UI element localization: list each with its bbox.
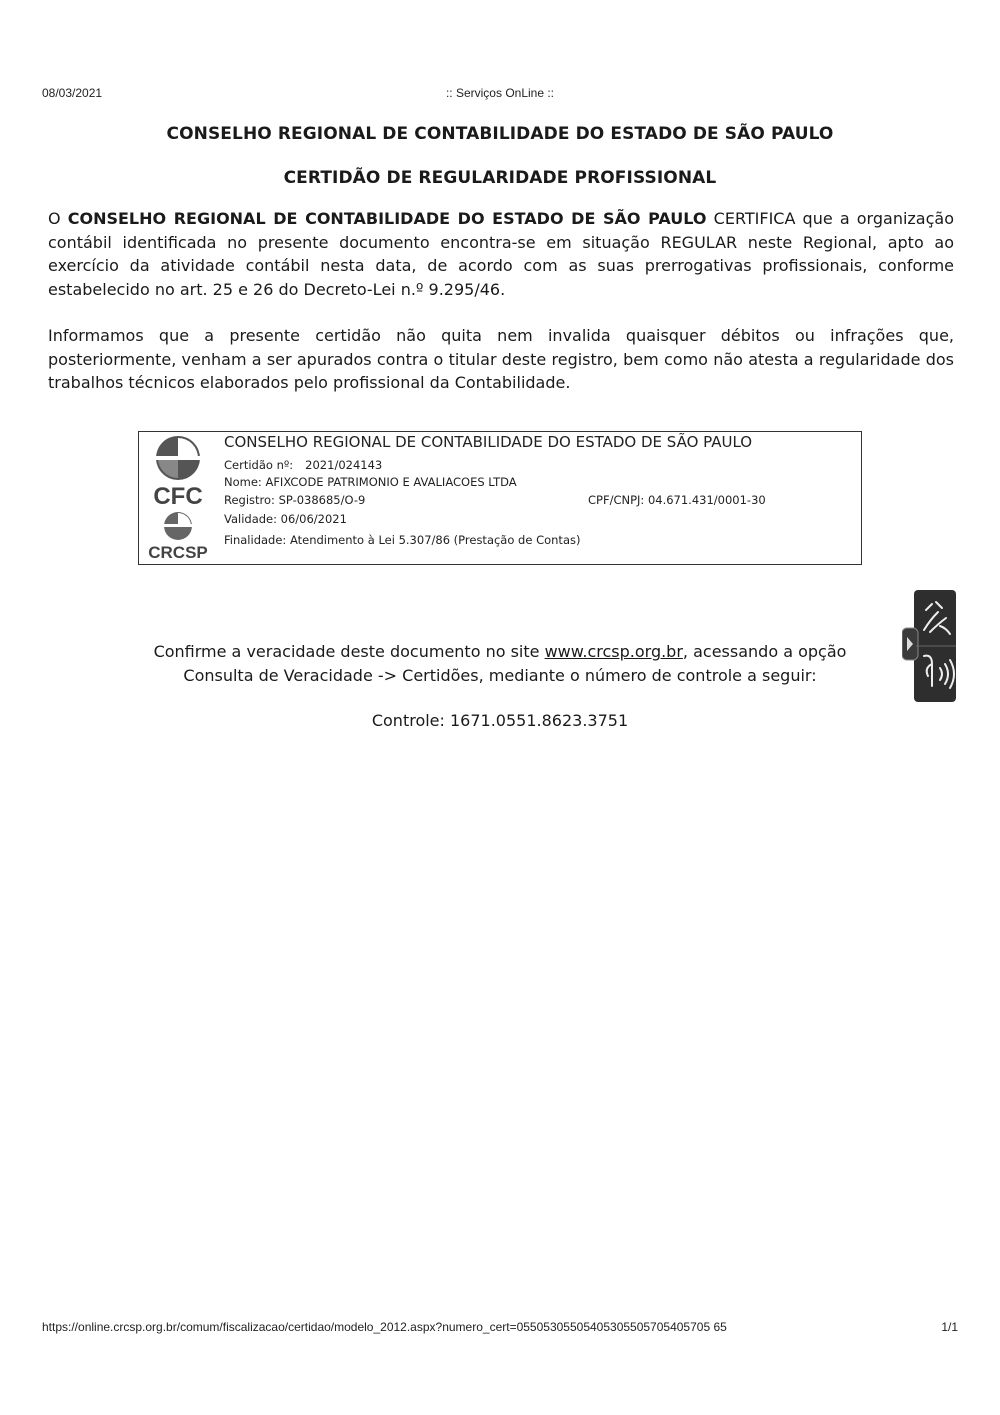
para1-text: CERTIFICA que a organização contábil identificada no presente documento encontra-se em situação REGULAR neste Regional, apto ao exercício da atividade contábil nesta data, de acordo com as suas prerrogativas profissionais, conforme estabelecido no art. 25 e 26 do Decreto-Lei n.º 9.295/46. xyxy=(48,209,954,299)
disclaimer-paragraph: Informamos que a presente certidão não quita nem invalida quaisquer débitos ou infrações que, posteriormente, venham a ser apurados contra o titular deste registro, bem como não atesta a regularidade dos trabalhos técnicos elaborados pelo profissional da Contabilidade. xyxy=(48,326,954,392)
org-title: CONSELHO REGIONAL DE CONTABILIDADE DO ESTADO DE SÃO PAULO xyxy=(166,124,834,144)
confirm-text-before: Confirme a veracidade deste documento no site xyxy=(153,642,545,661)
confirm-text-after: , acessando a opção xyxy=(682,642,847,661)
svg-text:CFC: CFC xyxy=(153,483,203,510)
print-footer xyxy=(42,1320,958,1336)
validity-date: Validade: 06/06/2021 xyxy=(224,512,347,526)
holder-name: Nome: AFIXCODE PATRIMONIO E AVALIACOES LTDA xyxy=(224,475,517,489)
print-page-title: :: Serviços OnLine :: xyxy=(445,86,555,100)
certidao-number xyxy=(224,458,382,472)
print-header xyxy=(42,86,958,102)
purpose: Finalidade: Atendimento à Lei 5.307/86 (Prestação de Contas) xyxy=(224,533,581,547)
para1-org-name: CONSELHO REGIONAL DE CONTABILIDADE DO ESTADO DE SÃO PAULO xyxy=(67,209,707,228)
certificate-title: CERTIDÃO DE REGULARIDADE PROFISSIONAL xyxy=(283,168,717,188)
certidao-label: Certidão nº: xyxy=(224,458,294,472)
crcsp-site-link[interactable]: www.crcsp.org.br xyxy=(544,642,683,661)
page-number: 1/1 xyxy=(941,1320,958,1334)
svg-text:CRCSP: CRCSP xyxy=(148,543,208,562)
card-org-title: CONSELHO REGIONAL DE CONTABILIDADE DO ESTADO DE SÃO PAULO xyxy=(224,433,753,451)
print-date: 08/03/2021 xyxy=(42,86,103,100)
cpf-cnpj: CPF/CNPJ: 04.671.431/0001-30 xyxy=(588,493,766,507)
certidao-value: 2021/024143 xyxy=(305,458,383,472)
verification-instructions xyxy=(0,640,1000,688)
certification-paragraph xyxy=(48,207,954,301)
control-number: Controle: 1671.0551.8623.3751 xyxy=(371,711,629,730)
accessibility-widget[interactable] xyxy=(902,590,958,702)
confirm-line-2: Consulta de Veracidade -> Certidões, mediante o número de controle a seguir: xyxy=(183,666,817,685)
para1-prefix: O xyxy=(48,209,61,228)
confirm-line-1 xyxy=(0,640,1000,664)
registration-number: Registro: SP-038685/O-9 xyxy=(224,493,366,507)
certificate-card xyxy=(138,431,862,565)
footer-url: https://online.crcsp.org.br/comum/fiscalizacao/certidao/modelo_2012.aspx?numero_cert=05505305505405305505705405705 65 xyxy=(42,1320,727,1334)
cfc-crcsp-logo xyxy=(147,434,209,562)
